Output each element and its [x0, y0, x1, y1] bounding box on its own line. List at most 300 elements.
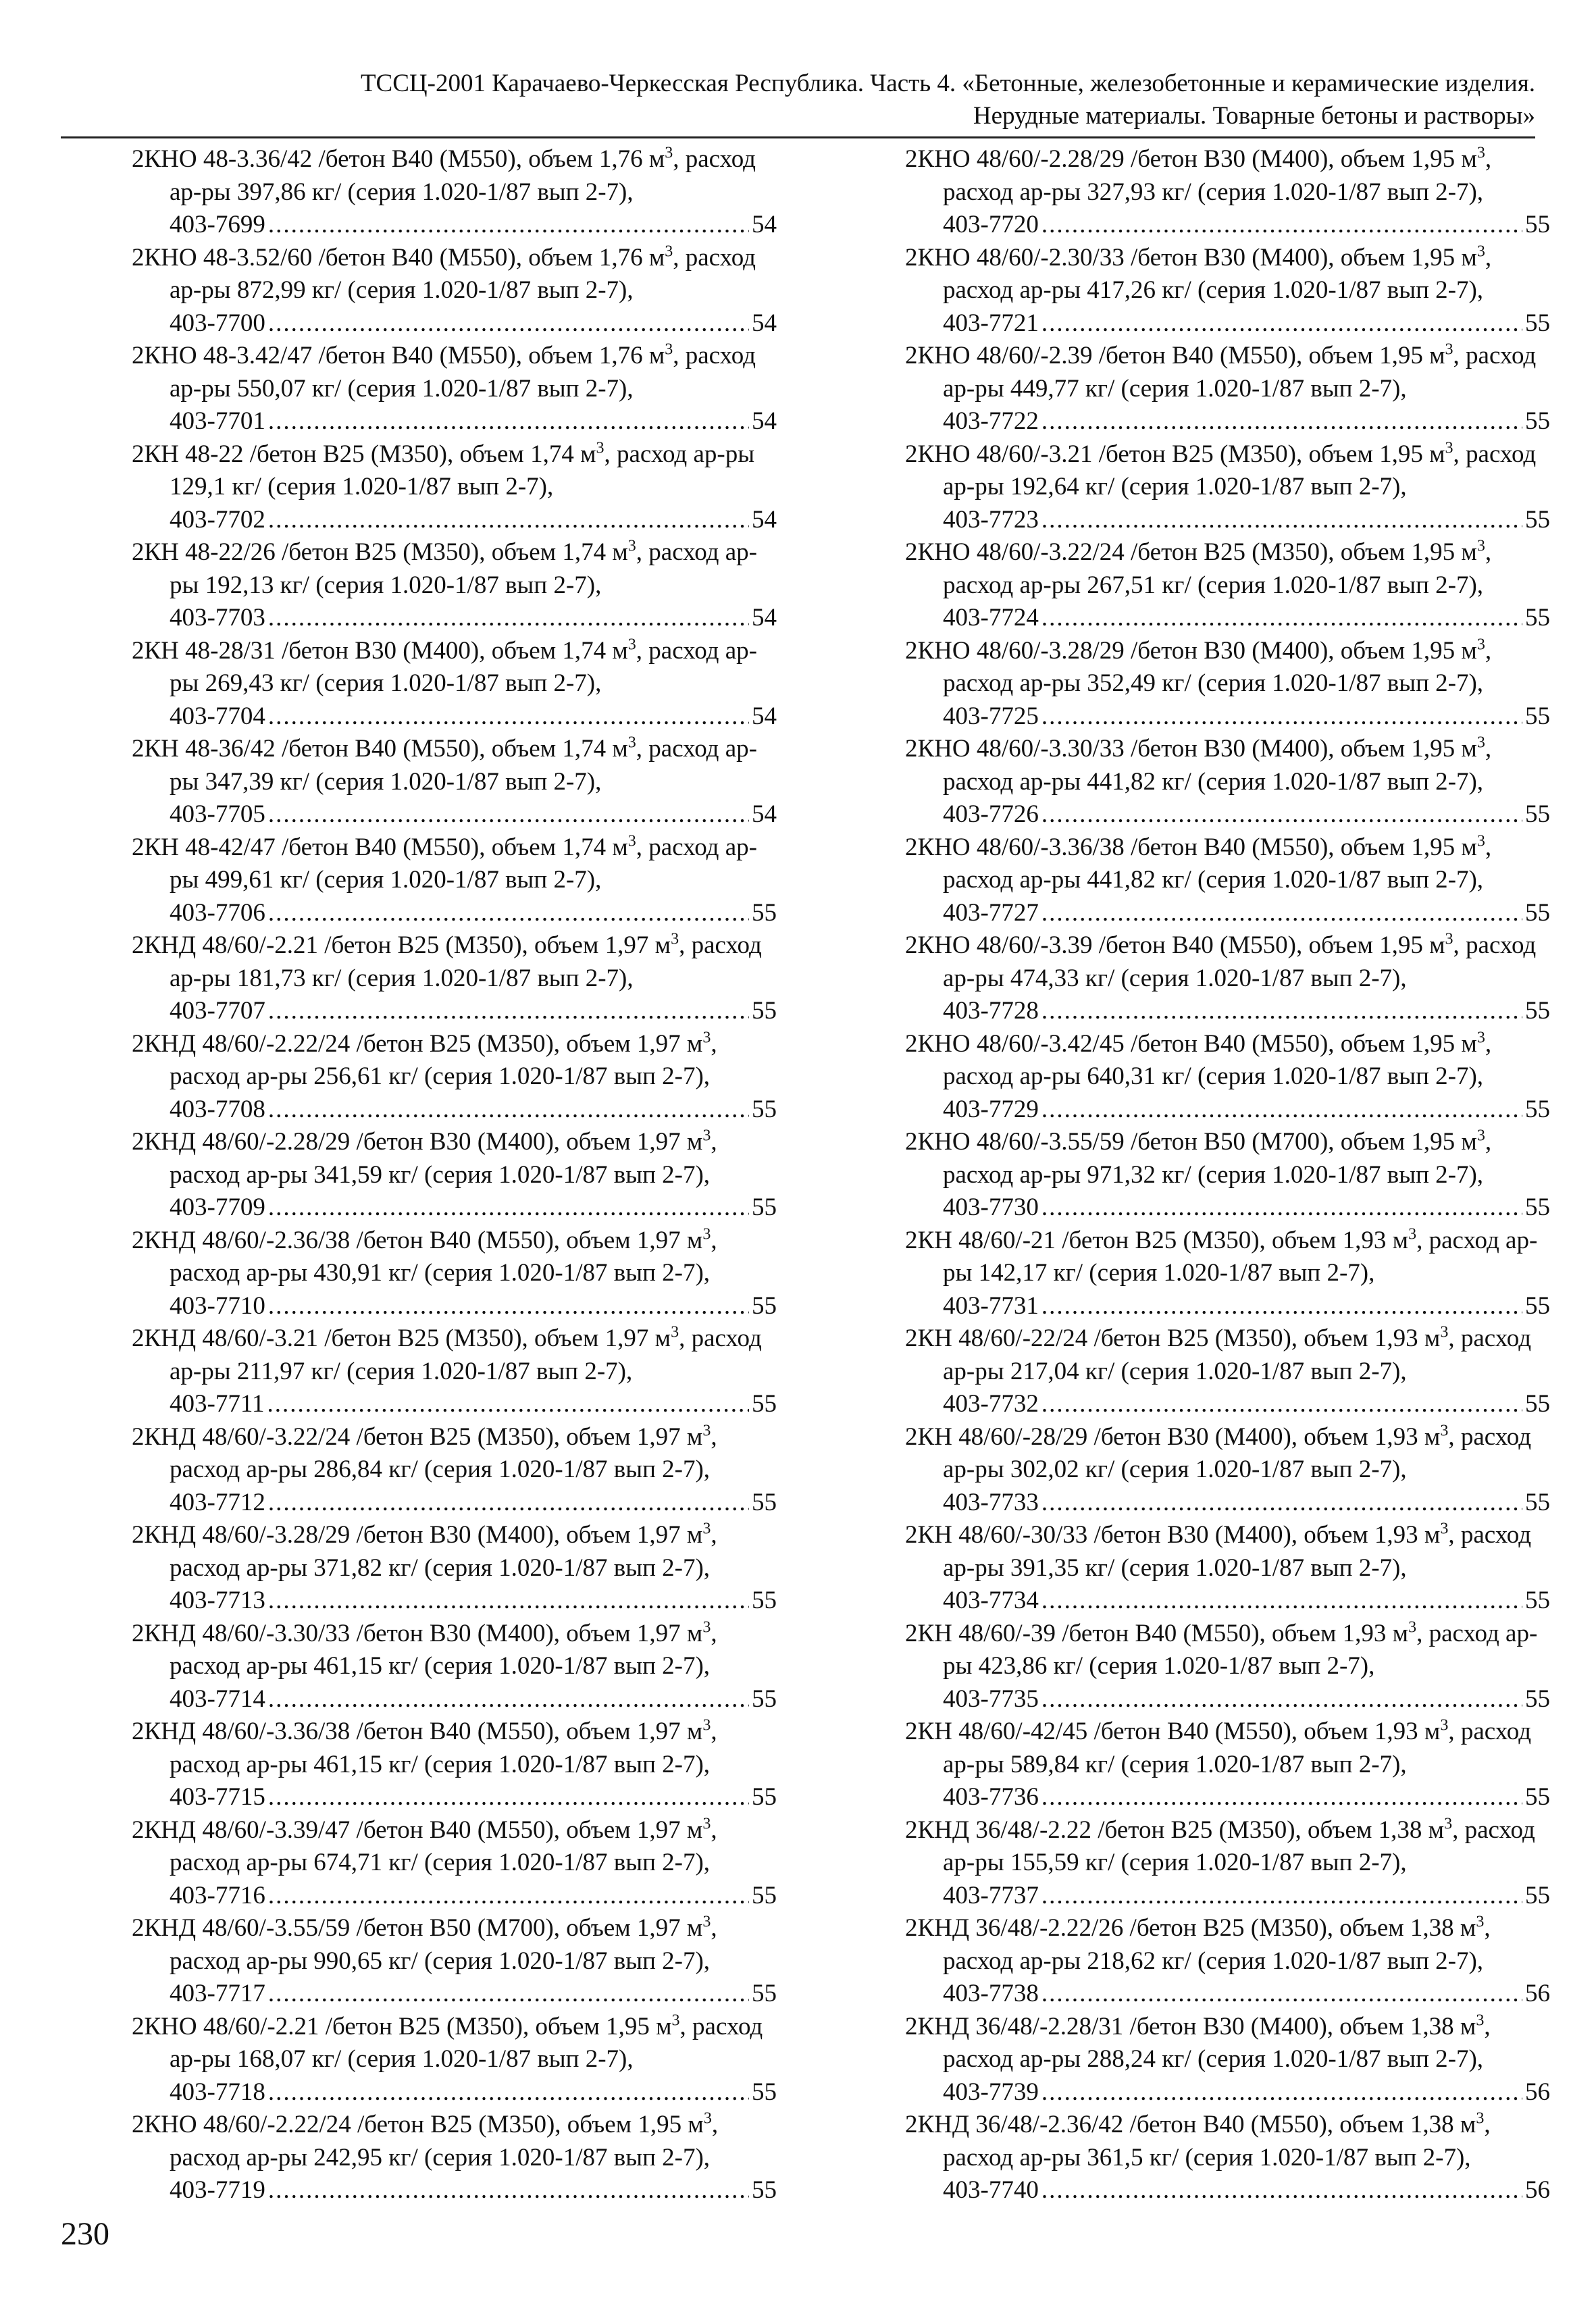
- cubic-superscript: 3: [1476, 1029, 1485, 1047]
- index-entry: [132, 242, 777, 340]
- cubic-superscript: 3: [1476, 242, 1485, 261]
- entry-leader-line: [170, 995, 777, 1028]
- entry-leader-line: [170, 1683, 777, 1716]
- entry-leader-line: [943, 1487, 1550, 1520]
- dot-leader: [268, 1978, 749, 2011]
- entry-page-number: 55: [1525, 1193, 1550, 1221]
- dot-leader: [268, 798, 749, 831]
- entry-code: 403-7728: [943, 997, 1039, 1025]
- dot-leader: [1041, 1388, 1522, 1421]
- index-entry: [905, 340, 1550, 438]
- entry-details: , расход ар-ры 423,86 кг/ (серия 1.020-1/87 вып 2-7),: [943, 1619, 1538, 1680]
- entry-title: 2КНД 48/60/-3.21 /бетон В25 (М350), объем 1,97 м: [132, 1325, 671, 1352]
- cubic-superscript: 3: [702, 1618, 711, 1637]
- entry-leader-line: [943, 504, 1550, 537]
- dot-leader: [1041, 2174, 1522, 2207]
- entry-code: 403-7717: [170, 1980, 265, 2007]
- dot-leader: [268, 1094, 749, 1127]
- entry-title: 2КНД 48/60/-3.39/47 /бетон В40 (М550), объем 1,97 м: [132, 1816, 703, 1844]
- page-number: 230: [61, 2216, 109, 2252]
- entry-page-number: 55: [752, 1587, 777, 1614]
- index-entry: [132, 1519, 777, 1618]
- entry-title: 2КНД 48/60/-3.30/33 /бетон В30 (М400), объем 1,97 м: [132, 1619, 703, 1647]
- index-entry: [132, 2109, 777, 2207]
- cubic-superscript: 3: [665, 144, 673, 162]
- entry-title: 2КНД 48/60/-2.21 /бетон В25 (М350), объем 1,97 м: [132, 931, 671, 959]
- entry-page-number: 55: [752, 2176, 777, 2204]
- dot-leader: [268, 1585, 749, 1618]
- dot-leader: [268, 307, 749, 340]
- entry-page-number: 55: [1525, 211, 1550, 238]
- index-entry: [905, 929, 1550, 1028]
- index-entry: [132, 340, 777, 438]
- entry-leader-line: [170, 897, 777, 930]
- cubic-superscript: 3: [1440, 1323, 1449, 1341]
- dot-leader: [268, 1781, 749, 1814]
- entry-leader-line: [943, 995, 1550, 1028]
- entry-details: , расход ар-ры 397,86 кг/ (серия 1.020-1/87 вып 2-7),: [170, 145, 756, 206]
- entry-page-number: 55: [1525, 1390, 1550, 1418]
- entry-code: 403-7703: [170, 604, 265, 632]
- entry-title: 2КНО 48/60/-3.42/45 /бетон В40 (М550), объем 1,95 м: [905, 1029, 1477, 1058]
- cubic-superscript: 3: [627, 734, 636, 752]
- entry-code: 403-7702: [170, 505, 265, 534]
- entry-details: , расход ар-ры 441,82 кг/ (серия 1.020-1/87 вып 2-7),: [943, 735, 1492, 796]
- cubic-superscript: 3: [627, 537, 636, 555]
- index-entry: [132, 2011, 777, 2109]
- entry-page-number: 55: [1525, 997, 1550, 1025]
- entry-code: 403-7708: [170, 1095, 265, 1123]
- dot-leader: [1041, 1880, 1522, 1913]
- entry-code: 403-7729: [943, 1095, 1039, 1123]
- cubic-superscript: 3: [1476, 1127, 1485, 1145]
- index-entry: [905, 1618, 1550, 1716]
- entry-details: , расход ар-ры 218,62 кг/ (серия 1.020-1/87 вып 2-7),: [943, 1914, 1491, 1975]
- index-entry: [132, 1322, 777, 1421]
- cubic-superscript: 3: [1476, 1913, 1485, 1931]
- entry-details: , расход ар-ры 267,51 кг/ (серия 1.020-1/87 вып 2-7),: [943, 538, 1492, 599]
- cubic-superscript: 3: [1476, 144, 1485, 162]
- entry-details: , расход ар-ры 990,65 кг/ (серия 1.020-1/87 вып 2-7),: [170, 1914, 717, 1975]
- entry-details: , расход ар-ры 168,07 кг/ (серия 1.020-1/87 вып 2-7),: [170, 2012, 763, 2073]
- cubic-superscript: 3: [702, 1716, 711, 1734]
- dot-leader: [1041, 504, 1522, 537]
- cubic-superscript: 3: [671, 2011, 680, 2030]
- entry-code: 403-7710: [170, 1291, 265, 1320]
- entry-code: 403-7722: [943, 407, 1039, 435]
- index-entry: [905, 831, 1550, 930]
- entry-title: 2КНД 48/60/-3.36/38 /бетон В40 (М550), объем 1,97 м: [132, 1718, 703, 1745]
- entry-leader-line: [943, 1290, 1550, 1323]
- entry-code: 403-7705: [170, 800, 265, 828]
- entry-title: 2КНО 48/60/-3.55/59 /бетон В50 (М700), объем 1,95 м: [905, 1128, 1477, 1156]
- entry-code: 403-7718: [170, 2078, 265, 2106]
- cubic-superscript: 3: [665, 242, 673, 261]
- dot-leader: [1041, 700, 1522, 734]
- entry-leader-line: [170, 1880, 777, 1913]
- entry-leader-line: [943, 1683, 1550, 1716]
- entry-leader-line: [170, 1781, 777, 1814]
- entry-leader-line: [943, 2076, 1550, 2109]
- index-entry: [905, 733, 1550, 831]
- dot-leader: [267, 1388, 749, 1421]
- entry-title: 2КНО 48/60/-2.22/24 /бетон В25 (М350), объем 1,95 м: [132, 2111, 704, 2138]
- entry-details: , расход ар-ры 640,31 кг/ (серия 1.020-1/87 вып 2-7),: [943, 1029, 1492, 1090]
- entry-details: , расход ар-ры 192,13 кг/ (серия 1.020-1/87 вып 2-7),: [170, 538, 757, 599]
- entry-details: , расход ар-ры 302,02 кг/ (серия 1.020-1/87 вып 2-7),: [943, 1422, 1532, 1483]
- entry-title: 2КН 48-42/47 /бетон В40 (М550), объем 1,74 м: [132, 833, 628, 861]
- entry-details: , расход ар-ры 474,33 кг/ (серия 1.020-1/87 вып 2-7),: [943, 931, 1537, 992]
- entry-details: , расход ар-ры 327,93 кг/ (серия 1.020-1/87 вып 2-7),: [943, 145, 1492, 206]
- entry-title: 2КНО 48/60/-3.28/29 /бетон В30 (М400), объем 1,95 м: [905, 636, 1477, 665]
- dot-leader: [1041, 1094, 1522, 1127]
- cubic-superscript: 3: [1476, 832, 1485, 850]
- cubic-superscript: 3: [1445, 930, 1453, 948]
- entry-code: 403-7704: [170, 702, 265, 730]
- right-column: [905, 143, 1550, 2207]
- entry-page-number: 55: [752, 1193, 777, 1221]
- entry-page-number: 54: [752, 604, 777, 632]
- entry-title: 2КНО 48/60/-2.39 /бетон В40 (М550), объем 1,95 м: [905, 342, 1445, 369]
- entry-title: 2КНД 36/48/-2.22/26 /бетон В25 (М350), объем 1,38 м: [905, 1914, 1476, 1942]
- cubic-superscript: 3: [702, 1520, 711, 1538]
- entry-title: 2КНД 48/60/-2.22/24 /бетон В25 (М350), объем 1,97 м: [132, 1029, 703, 1058]
- entry-details: , расход ар-ры 352,49 кг/ (серия 1.020-1/87 вып 2-7),: [943, 636, 1492, 697]
- entry-page-number: 55: [752, 1390, 777, 1418]
- entry-leader-line: [943, 209, 1550, 242]
- index-entry: [132, 1225, 777, 1323]
- cubic-superscript: 3: [1440, 1422, 1449, 1440]
- entry-details: , расход ар-ры 192,64 кг/ (серия 1.020-1/87 вып 2-7),: [943, 440, 1537, 500]
- dot-leader: [268, 1683, 749, 1716]
- entry-code: 403-7715: [170, 1783, 265, 1811]
- dot-leader: [1041, 995, 1522, 1028]
- entry-page-number: 55: [1525, 1095, 1550, 1123]
- entry-details: , расход ар-ры 872,99 кг/ (серия 1.020-1/87 вып 2-7),: [170, 243, 756, 304]
- entry-leader-line: [943, 1880, 1550, 1913]
- entry-title: 2КН 48-36/42 /бетон В40 (М550), объем 1,74 м: [132, 735, 628, 763]
- entry-code: 403-7733: [943, 1488, 1039, 1516]
- index-entry: [905, 1028, 1550, 1127]
- dot-leader: [1041, 897, 1522, 930]
- entry-code: 403-7700: [170, 309, 265, 337]
- entry-leader-line: [170, 1388, 777, 1421]
- entry-details: , расход ар-ры 361,5 кг/ (серия 1.020-1/87 вып 2-7),: [943, 2111, 1491, 2171]
- entry-page-number: 55: [752, 1980, 777, 2007]
- dot-leader: [268, 1290, 749, 1323]
- entry-code: 403-7738: [943, 1980, 1039, 2007]
- entry-details: , расход ар-ры 589,84 кг/ (серия 1.020-1/87 вып 2-7),: [943, 1718, 1532, 1778]
- entry-leader-line: [943, 1191, 1550, 1225]
- dot-leader: [268, 2076, 749, 2109]
- cubic-superscript: 3: [627, 636, 636, 654]
- entry-page-number: 55: [752, 1488, 777, 1516]
- entry-code: 403-7707: [170, 997, 265, 1025]
- entry-title: 2КН 48/60/-21 /бетон В25 (М350), объем 1,93 м: [905, 1226, 1409, 1254]
- entry-page-number: 55: [752, 1685, 777, 1713]
- index-entry: [132, 143, 777, 242]
- entry-details: , расход ар-ры 142,17 кг/ (серия 1.020-1/87 вып 2-7),: [943, 1226, 1538, 1287]
- entry-title: 2КН 48-22 /бетон В25 (М350), объем 1,74 м: [132, 440, 596, 468]
- entry-details: , расход ар-ры 441,82 кг/ (серия 1.020-1/87 вып 2-7),: [943, 833, 1492, 894]
- entry-title: 2КНО 48/60/-2.28/29 /бетон В30 (М400), объем 1,95 м: [905, 145, 1477, 173]
- entry-page-number: 55: [752, 1291, 777, 1320]
- entry-details: , расход ар-ры 217,04 кг/ (серия 1.020-1/87 вып 2-7),: [943, 1325, 1532, 1385]
- index-entry: [905, 1322, 1550, 1421]
- index-entry: [905, 1126, 1550, 1225]
- index-entry: [905, 1519, 1550, 1618]
- header-line-1: ТССЦ-2001 Карачаево-Черкесская Республика. Часть 4. «Бетонные, железобетонные и керамические изделия.: [360, 70, 1535, 97]
- index-entry: [905, 242, 1550, 340]
- entry-title: 2КН 48/60/-22/24 /бетон В25 (М350), объем 1,93 м: [905, 1325, 1441, 1352]
- entry-code: 403-7727: [943, 898, 1039, 927]
- dot-leader: [268, 1880, 749, 1913]
- entry-leader-line: [170, 405, 777, 438]
- entry-leader-line: [170, 504, 777, 537]
- dot-leader: [1041, 1191, 1522, 1225]
- cubic-superscript: 3: [671, 930, 679, 948]
- entry-page-number: 55: [1525, 1291, 1550, 1320]
- entry-details: , расход ар-ры 286,84 кг/ (серия 1.020-1/87 вып 2-7),: [170, 1422, 717, 1483]
- entry-details: , расход ар-ры 550,07 кг/ (серия 1.020-1/87 вып 2-7),: [170, 342, 756, 403]
- dot-leader: [268, 1487, 749, 1520]
- entry-code: 403-7735: [943, 1685, 1039, 1713]
- entry-code: 403-7721: [943, 309, 1039, 337]
- entry-page-number: 55: [1525, 1881, 1550, 1909]
- dot-leader: [268, 1191, 749, 1225]
- index-entry: [905, 1912, 1550, 2011]
- entry-title: 2КН 48/60/-39 /бетон В40 (М550), объем 1,93 м: [905, 1619, 1409, 1647]
- entry-details: , расход ар-ры 391,35 кг/ (серия 1.020-1/87 вып 2-7),: [943, 1521, 1532, 1582]
- entry-leader-line: [943, 405, 1550, 438]
- entry-code: 403-7701: [170, 407, 265, 435]
- entry-code: 403-7713: [170, 1587, 265, 1614]
- entry-code: 403-7726: [943, 800, 1039, 828]
- entry-leader-line: [170, 2076, 777, 2109]
- index-entry: [905, 1421, 1550, 1520]
- dot-leader: [1041, 1781, 1522, 1814]
- dot-leader: [1041, 1487, 1522, 1520]
- entry-title: 2КНД 36/48/-2.22 /бетон В25 (М350), объем 1,38 м: [905, 1816, 1445, 1844]
- cubic-superscript: 3: [1476, 2109, 1485, 2128]
- index-entry: [132, 438, 777, 537]
- entry-leader-line: [943, 2174, 1550, 2207]
- entry-page-number: 55: [1525, 604, 1550, 632]
- index-entry: [905, 1716, 1550, 1814]
- cubic-superscript: 3: [702, 1127, 711, 1145]
- entry-title: 2КНО 48/60/-2.21 /бетон В25 (М350), объем 1,95 м: [132, 2012, 672, 2040]
- cubic-superscript: 3: [596, 439, 604, 457]
- entry-leader-line: [170, 602, 777, 635]
- entry-details: , расход ар-ры 211,97 кг/ (серия 1.020-1/87 вып 2-7),: [170, 1325, 762, 1385]
- cubic-superscript: 3: [702, 1913, 711, 1931]
- index-entry: [132, 831, 777, 930]
- entry-leader-line: [943, 897, 1550, 930]
- entry-title: 2КН 48/60/-28/29 /бетон В30 (М400), объем 1,93 м: [905, 1422, 1441, 1451]
- entry-title: 2КНО 48/60/-3.36/38 /бетон В40 (М550), объем 1,95 м: [905, 833, 1477, 861]
- index-entry: [905, 438, 1550, 537]
- index-entry: [905, 1225, 1550, 1323]
- index-entry: [905, 635, 1550, 734]
- entry-leader-line: [943, 700, 1550, 734]
- entry-leader-line: [170, 1487, 777, 1520]
- entry-page-number: 55: [752, 1095, 777, 1123]
- entry-code: 403-7736: [943, 1783, 1039, 1811]
- entry-page-number: 54: [752, 702, 777, 730]
- entry-page-number: 55: [1525, 800, 1550, 828]
- entry-details: , расход ар-ры 674,71 кг/ (серия 1.020-1/87 вып 2-7),: [170, 1816, 717, 1876]
- entry-title: 2КНО 48-3.42/47 /бетон В40 (М550), объем 1,76 м: [132, 342, 665, 369]
- index-entry: [132, 1618, 777, 1716]
- entry-code: 403-7720: [943, 211, 1039, 238]
- entry-page-number: 55: [1525, 702, 1550, 730]
- entry-page-number: 54: [752, 407, 777, 435]
- entry-title: 2КНО 48/60/-3.30/33 /бетон В30 (М400), объем 1,95 м: [905, 735, 1477, 763]
- index-entry: [132, 929, 777, 1028]
- cubic-superscript: 3: [665, 340, 673, 359]
- entry-title: 2КНО 48-3.52/60 /бетон В40 (М550), объем 1,76 м: [132, 243, 665, 272]
- entry-details: , расход ар-ры 288,24 кг/ (серия 1.020-1/87 вып 2-7),: [943, 2012, 1491, 2073]
- cubic-superscript: 3: [1440, 1520, 1449, 1538]
- entry-details: , расход ар-ры 971,32 кг/ (серия 1.020-1/87 вып 2-7),: [943, 1128, 1492, 1189]
- cubic-superscript: 3: [1408, 1225, 1417, 1243]
- entry-details: , расход ар-ры 181,73 кг/ (серия 1.020-1/87 вып 2-7),: [170, 931, 762, 992]
- entry-code: 403-7725: [943, 702, 1039, 730]
- entry-page-number: 55: [1525, 407, 1550, 435]
- index-entry: [132, 1814, 777, 1913]
- index-entry: [132, 635, 777, 734]
- entry-title: 2КНО 48/60/-3.39 /бетон В40 (М550), объем 1,95 м: [905, 931, 1445, 959]
- entry-leader-line: [170, 1585, 777, 1618]
- dot-leader: [268, 897, 749, 930]
- entry-title: 2КН 48-28/31 /бетон В30 (М400), объем 1,74 м: [132, 636, 628, 665]
- entry-details: , расход ар-ры 449,77 кг/ (серия 1.020-1/87 вып 2-7),: [943, 342, 1537, 403]
- cubic-superscript: 3: [627, 832, 636, 850]
- index-entry: [905, 536, 1550, 635]
- entry-code: 403-7709: [170, 1193, 265, 1221]
- dot-leader: [1041, 307, 1522, 340]
- cubic-superscript: 3: [702, 1422, 711, 1440]
- dot-leader: [268, 405, 749, 438]
- entry-title: 2КНД 36/48/-2.36/42 /бетон В40 (М550), объем 1,38 м: [905, 2111, 1476, 2138]
- entry-title: 2КНД 36/48/-2.28/31 /бетон В30 (М400), объем 1,38 м: [905, 2012, 1476, 2040]
- index-entry: [905, 2109, 1550, 2207]
- entry-leader-line: [170, 2174, 777, 2207]
- dot-leader: [1041, 405, 1522, 438]
- entry-page-number: 56: [1525, 2176, 1550, 2204]
- entry-page-number: 55: [752, 2078, 777, 2106]
- entry-title: 2КН 48/60/-30/33 /бетон В30 (М400), объем 1,93 м: [905, 1521, 1441, 1549]
- entry-code: 403-7730: [943, 1193, 1039, 1221]
- cubic-superscript: 3: [1444, 1815, 1453, 1833]
- cubic-superscript: 3: [702, 1815, 711, 1833]
- entry-page-number: 55: [1525, 505, 1550, 534]
- entry-page-number: 55: [752, 997, 777, 1025]
- cubic-superscript: 3: [1408, 1618, 1417, 1637]
- cubic-superscript: 3: [702, 1225, 711, 1243]
- cubic-superscript: 3: [1445, 439, 1453, 457]
- dot-leader: [268, 2174, 749, 2207]
- index-entry: [905, 2011, 1550, 2109]
- cubic-superscript: 3: [1445, 340, 1453, 359]
- dot-leader: [268, 504, 749, 537]
- entry-title: 2КНО 48-3.36/42 /бетон В40 (М550), объем 1,76 м: [132, 145, 665, 173]
- entry-details: , расход ар-ры 430,91 кг/ (серия 1.020-1/87 вып 2-7),: [170, 1226, 717, 1287]
- entry-code: 403-7734: [943, 1587, 1039, 1614]
- entry-code: 403-7723: [943, 505, 1039, 534]
- entry-page-number: 55: [752, 1881, 777, 1909]
- index-entry: [132, 1028, 777, 1127]
- dot-leader: [1041, 209, 1522, 242]
- entry-details: , расход ар-ры 461,15 кг/ (серия 1.020-1/87 вып 2-7),: [170, 1619, 717, 1680]
- entry-page-number: 56: [1525, 2078, 1550, 2106]
- entry-leader-line: [943, 1094, 1550, 1127]
- entry-leader-line: [170, 700, 777, 734]
- entry-page-number: 55: [1525, 1488, 1550, 1516]
- entry-leader-line: [170, 1094, 777, 1127]
- entry-leader-line: [943, 1388, 1550, 1421]
- entry-code: 403-7716: [170, 1881, 265, 1909]
- entry-page-number: 55: [1525, 1783, 1550, 1811]
- entry-title: 2КН 48/60/-42/45 /бетон В40 (М550), объем 1,93 м: [905, 1718, 1441, 1745]
- dot-leader: [1041, 602, 1522, 635]
- entry-title: 2КНД 48/60/-3.55/59 /бетон В50 (М700), объем 1,97 м: [132, 1914, 703, 1942]
- entry-details: , расход ар-ры 242,95 кг/ (серия 1.020-1/87 вып 2-7),: [170, 2111, 719, 2171]
- entry-leader-line: [170, 1191, 777, 1225]
- entry-leader-line: [943, 602, 1550, 635]
- dot-leader: [1041, 1290, 1522, 1323]
- index-entry: [132, 1716, 777, 1814]
- entry-leader-line: [170, 1978, 777, 2011]
- dot-leader: [1041, 1978, 1522, 2011]
- entry-code: 403-7731: [943, 1291, 1039, 1320]
- entry-leader-line: [170, 209, 777, 242]
- index-entry: [132, 1912, 777, 2011]
- entry-title: 2КНО 48/60/-3.21 /бетон В25 (М350), объем 1,95 м: [905, 440, 1445, 468]
- entry-title: 2КНО 48/60/-2.30/33 /бетон В30 (М400), объем 1,95 м: [905, 243, 1477, 272]
- entry-page-number: 54: [752, 505, 777, 534]
- entry-title: 2КНД 48/60/-2.28/29 /бетон В30 (М400), объем 1,97 м: [132, 1128, 703, 1156]
- entry-page-number: 55: [752, 898, 777, 927]
- entry-code: 403-7739: [943, 2078, 1039, 2106]
- entry-details: , расход ар-ры 155,59 кг/ (серия 1.020-1/87 вып 2-7),: [943, 1816, 1535, 1876]
- entry-details: , расход ар-ры 341,59 кг/ (серия 1.020-1/87 вып 2-7),: [170, 1128, 717, 1189]
- entry-details: , расход ар-ры 129,1 кг/ (серия 1.020-1/87 вып 2-7),: [170, 440, 755, 500]
- entry-leader-line: [943, 1781, 1550, 1814]
- entry-details: , расход ар-ры 499,61 кг/ (серия 1.020-1/87 вып 2-7),: [170, 833, 757, 894]
- left-column: [132, 143, 777, 2207]
- dot-leader: [1041, 798, 1522, 831]
- entry-page-number: 54: [752, 309, 777, 337]
- entry-title: 2КН 48-22/26 /бетон В25 (М350), объем 1,74 м: [132, 538, 628, 566]
- index-entry: [132, 1126, 777, 1225]
- index-entry: [132, 733, 777, 831]
- entry-details: , расход ар-ры 371,82 кг/ (серия 1.020-1/87 вып 2-7),: [170, 1521, 717, 1582]
- header-rule: [61, 136, 1535, 138]
- entry-leader-line: [943, 307, 1550, 340]
- entry-code: 403-7732: [943, 1390, 1039, 1418]
- entry-details: , расход ар-ры 347,39 кг/ (серия 1.020-1/87 вып 2-7),: [170, 735, 757, 796]
- dot-leader: [268, 602, 749, 635]
- cubic-superscript: 3: [1476, 636, 1485, 654]
- entry-title: 2КНО 48/60/-3.22/24 /бетон В25 (М350), объем 1,95 м: [905, 538, 1477, 566]
- cubic-superscript: 3: [671, 1323, 679, 1341]
- entry-details: , расход ар-ры 256,61 кг/ (серия 1.020-1/87 вып 2-7),: [170, 1029, 717, 1090]
- entry-code: 403-7712: [170, 1488, 265, 1516]
- index-entry: [905, 1814, 1550, 1913]
- dot-leader: [1041, 1683, 1522, 1716]
- cubic-superscript: 3: [1440, 1716, 1449, 1734]
